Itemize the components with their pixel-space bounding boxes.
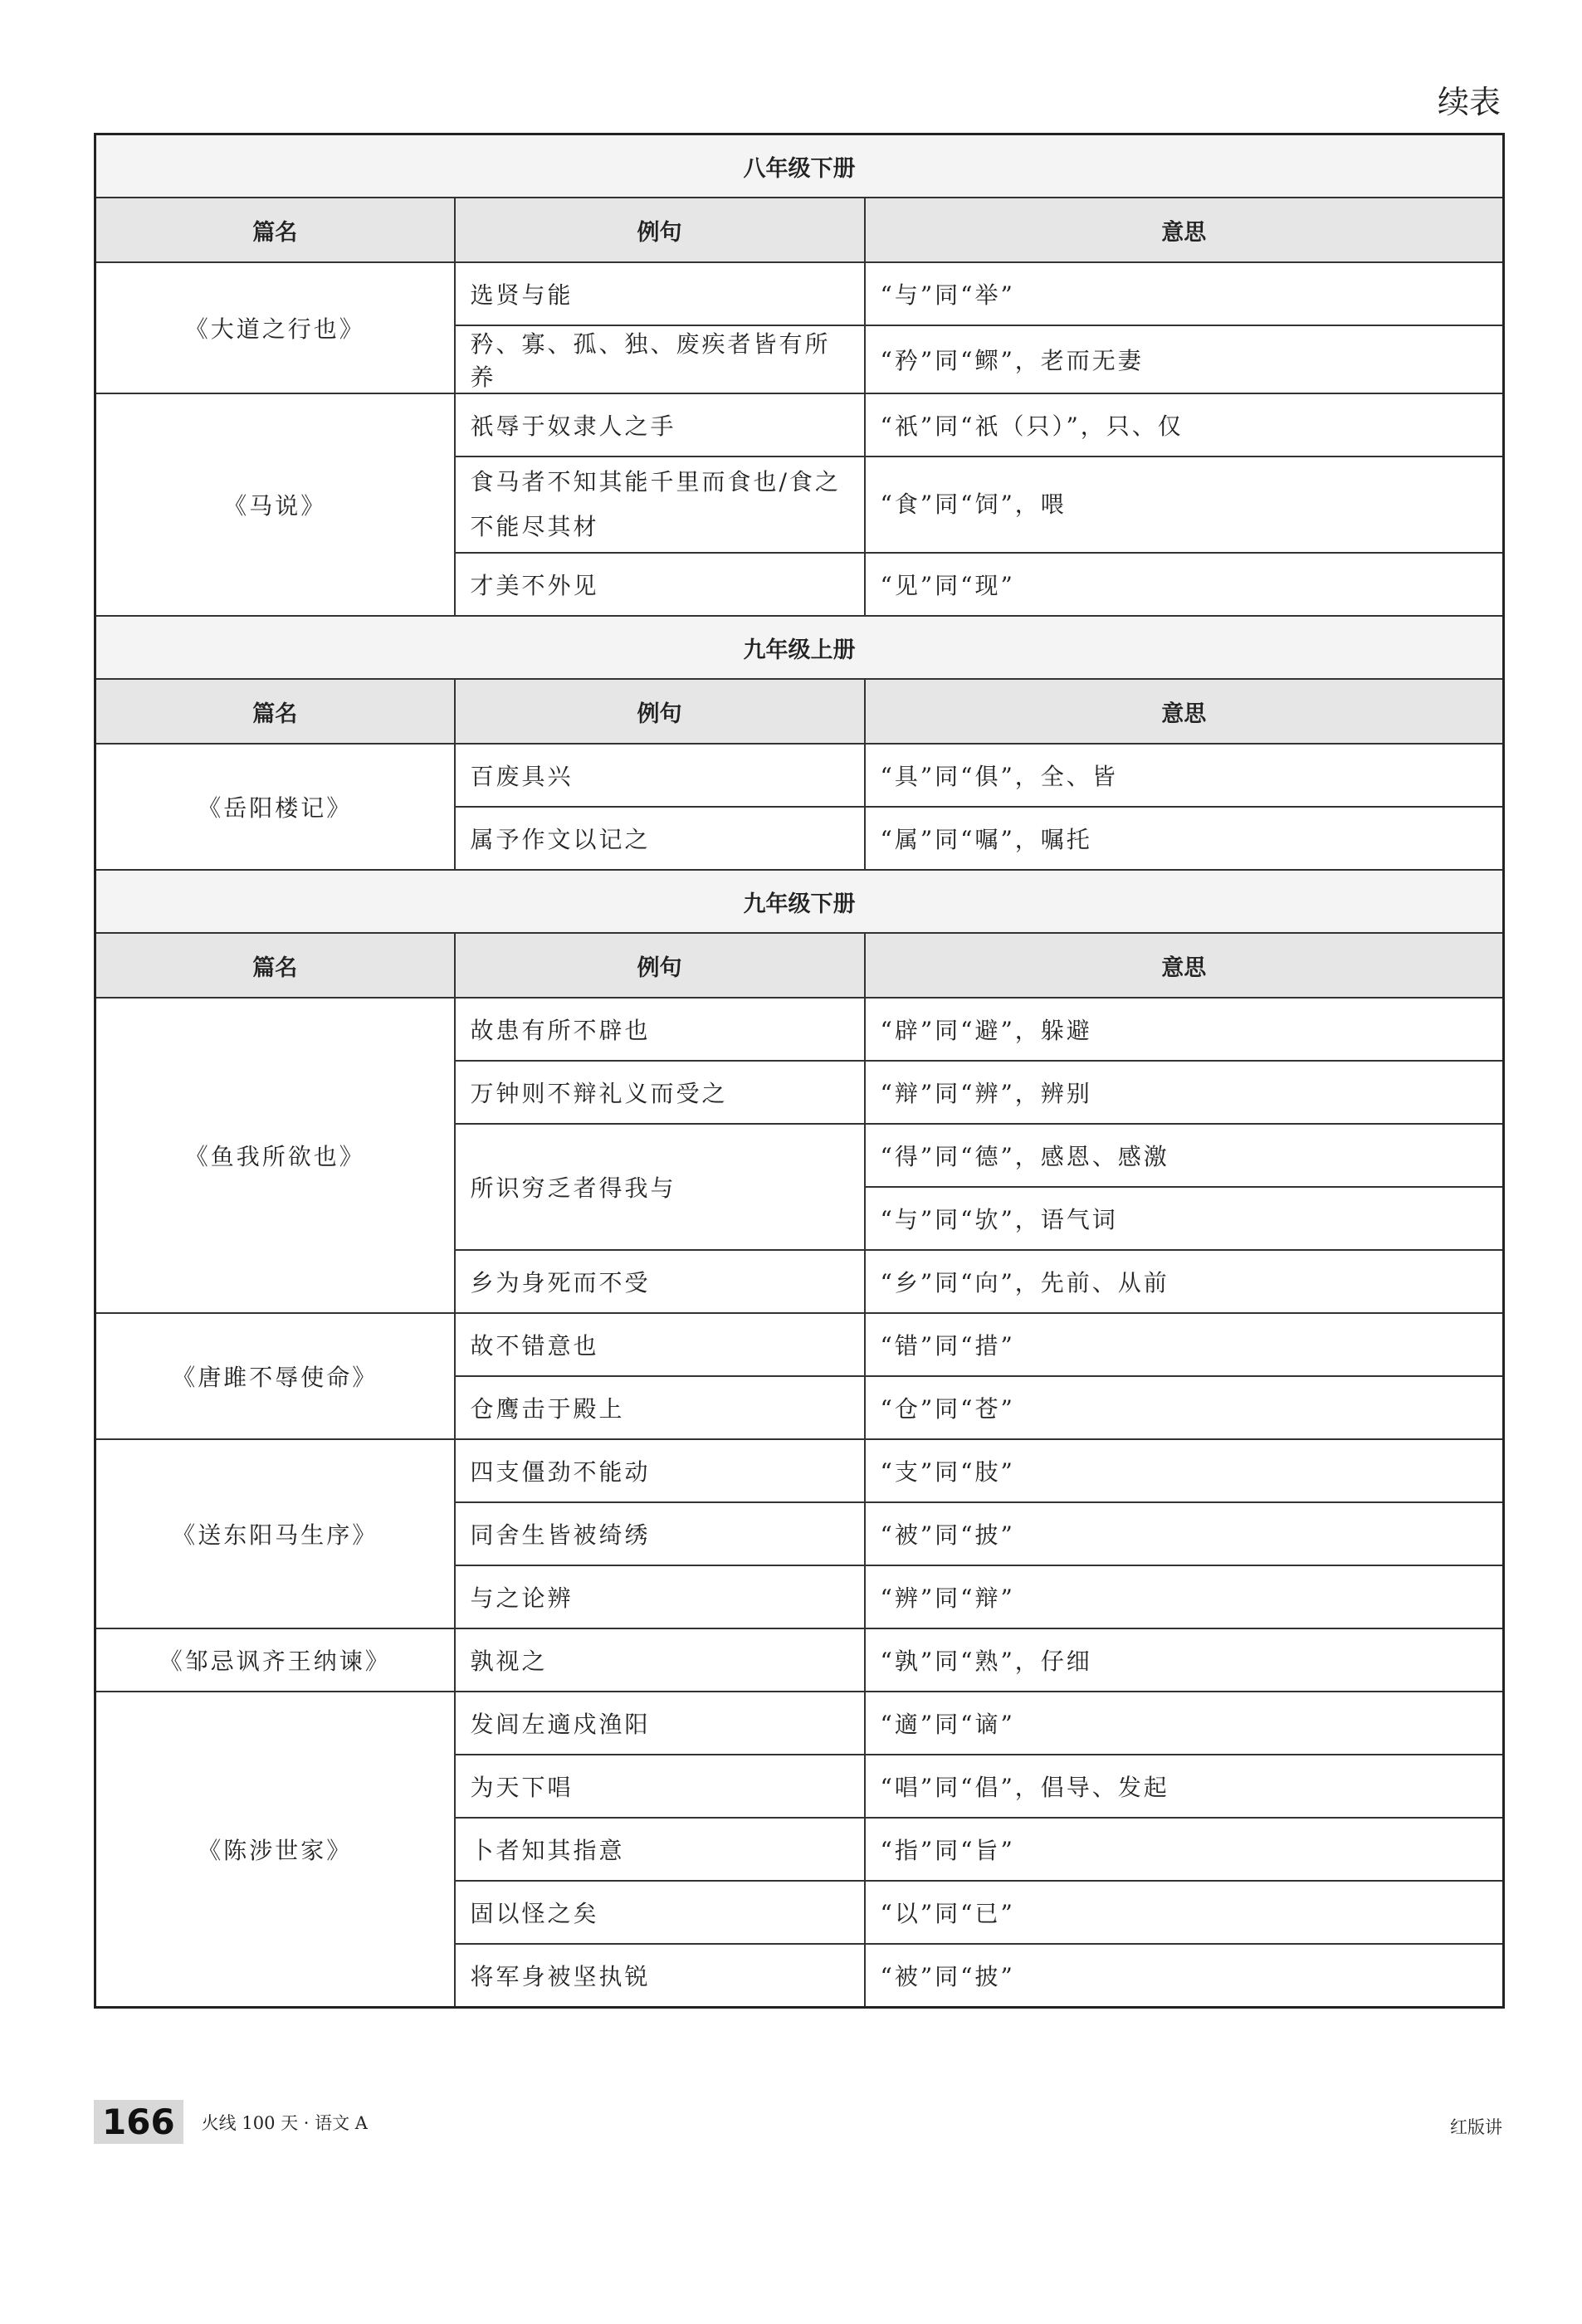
meaning-cell: “適”同“谪” (865, 1692, 1504, 1755)
example-sentence: 固以怪之矣 (455, 1881, 865, 1944)
column-header-example: 例句 (455, 679, 865, 744)
meaning-cell: “辨”同“辩” (865, 1565, 1504, 1628)
passage-title: 《岳阳楼记》 (95, 744, 455, 870)
meaning-cell: “被”同“披” (865, 1944, 1504, 2008)
series-label: 红版讲 (1450, 2117, 1502, 2137)
meaning-cell: “得”同“德”，感恩、感激 (865, 1124, 1504, 1187)
meaning-cell: “矜”同“鳏”，老而无妻 (865, 325, 1504, 393)
passage-title: 《送东阳马生序》 (95, 1439, 455, 1628)
column-header-title: 篇名 (95, 933, 455, 998)
meaning-cell: “孰”同“熟”，仔细 (865, 1628, 1504, 1692)
example-sentence: 同舍生皆被绮绣 (455, 1502, 865, 1565)
meaning-cell: “错”同“措” (865, 1313, 1504, 1376)
meaning-cell: “与”同“举” (865, 262, 1504, 325)
meaning-cell: “指”同“旨” (865, 1818, 1504, 1881)
meaning-cell: “仓”同“苍” (865, 1376, 1504, 1439)
page-number: 166 (94, 2100, 183, 2144)
meaning-cell: “被”同“披” (865, 1502, 1504, 1565)
example-sentence: 矜、寡、孤、独、废疾者皆有所养 (455, 325, 865, 393)
meaning-cell: “辟”同“避”，躲避 (865, 998, 1504, 1061)
passage-title: 《鱼我所欲也》 (95, 998, 455, 1313)
example-sentence: 属予作文以记之 (455, 807, 865, 870)
section-heading: 八年级下册 (95, 134, 1504, 198)
section-heading: 九年级上册 (95, 616, 1504, 679)
meaning-cell: “唱”同“倡”，倡导、发起 (865, 1755, 1504, 1818)
example-sentence: 所识穷乏者得我与 (455, 1124, 865, 1250)
table-row (95, 1628, 1504, 1692)
column-header-example: 例句 (455, 198, 865, 262)
meaning-cell: “支”同“肢” (865, 1439, 1504, 1502)
meaning-cell: “辩”同“辨”，辨别 (865, 1061, 1504, 1124)
meaning-cell: “食”同“饲”，喂 (865, 456, 1504, 553)
example-sentence: 食马者不知其能千里而食也/食之不能尽其材 (455, 456, 865, 553)
column-header-meaning: 意思 (865, 679, 1504, 744)
book-title: 火线 100 天 · 语文 A (201, 2112, 368, 2133)
example-sentence: 才美不外见 (455, 553, 865, 616)
page-footer (94, 2100, 368, 2144)
example-sentence: 卜者知其指意 (455, 1818, 865, 1881)
meaning-cell: “具”同“俱”，全、皆 (865, 744, 1504, 807)
example-sentence: 祇辱于奴隶人之手 (455, 393, 865, 456)
column-header-title: 篇名 (95, 198, 455, 262)
passage-title: 《马说》 (95, 393, 455, 616)
example-sentence: 选贤与能 (455, 262, 865, 325)
continued-label: 续表 (1437, 84, 1501, 120)
passage-title: 《邹忌讽齐王纳谏》 (95, 1628, 455, 1692)
table-row (95, 393, 1504, 456)
passage-title: 《唐雎不辱使命》 (95, 1313, 455, 1439)
example-sentence: 为天下唱 (455, 1755, 865, 1818)
meaning-cell: “乡”同“向”，先前、从前 (865, 1250, 1504, 1313)
column-header-example: 例句 (455, 933, 865, 998)
table-row (95, 1313, 1504, 1376)
table-row (95, 262, 1504, 325)
meaning-cell: “见”同“现” (865, 553, 1504, 616)
example-sentence: 将军身被坚执锐 (455, 1944, 865, 2008)
section-heading: 九年级下册 (95, 870, 1504, 933)
meaning-cell: “以”同“已” (865, 1881, 1504, 1944)
example-sentence: 故不错意也 (455, 1313, 865, 1376)
meaning-cell: “与”同“欤”，语气词 (865, 1187, 1504, 1250)
example-sentence: 仓鹰击于殿上 (455, 1376, 865, 1439)
tongjiazi-table (94, 133, 1505, 2009)
example-sentence: 发闾左適戍渔阳 (455, 1692, 865, 1755)
table-row (95, 1439, 1504, 1502)
example-sentence: 孰视之 (455, 1628, 865, 1692)
example-sentence: 故患有所不辟也 (455, 998, 865, 1061)
meaning-cell: “属”同“嘱”，嘱托 (865, 807, 1504, 870)
table-row (95, 744, 1504, 807)
example-sentence: 万钟则不辩礼义而受之 (455, 1061, 865, 1124)
column-header-meaning: 意思 (865, 933, 1504, 998)
column-header-title: 篇名 (95, 679, 455, 744)
example-sentence: 乡为身死而不受 (455, 1250, 865, 1313)
meaning-cell: “祇”同“祇（只）”，只、仅 (865, 393, 1504, 456)
example-sentence: 百废具兴 (455, 744, 865, 807)
example-sentence: 与之论辨 (455, 1565, 865, 1628)
example-sentence: 四支僵劲不能动 (455, 1439, 865, 1502)
table-row (95, 1692, 1504, 1755)
passage-title: 《陈涉世家》 (95, 1692, 455, 2008)
column-header-meaning: 意思 (865, 198, 1504, 262)
table-row (95, 998, 1504, 1061)
passage-title: 《大道之行也》 (95, 262, 455, 393)
